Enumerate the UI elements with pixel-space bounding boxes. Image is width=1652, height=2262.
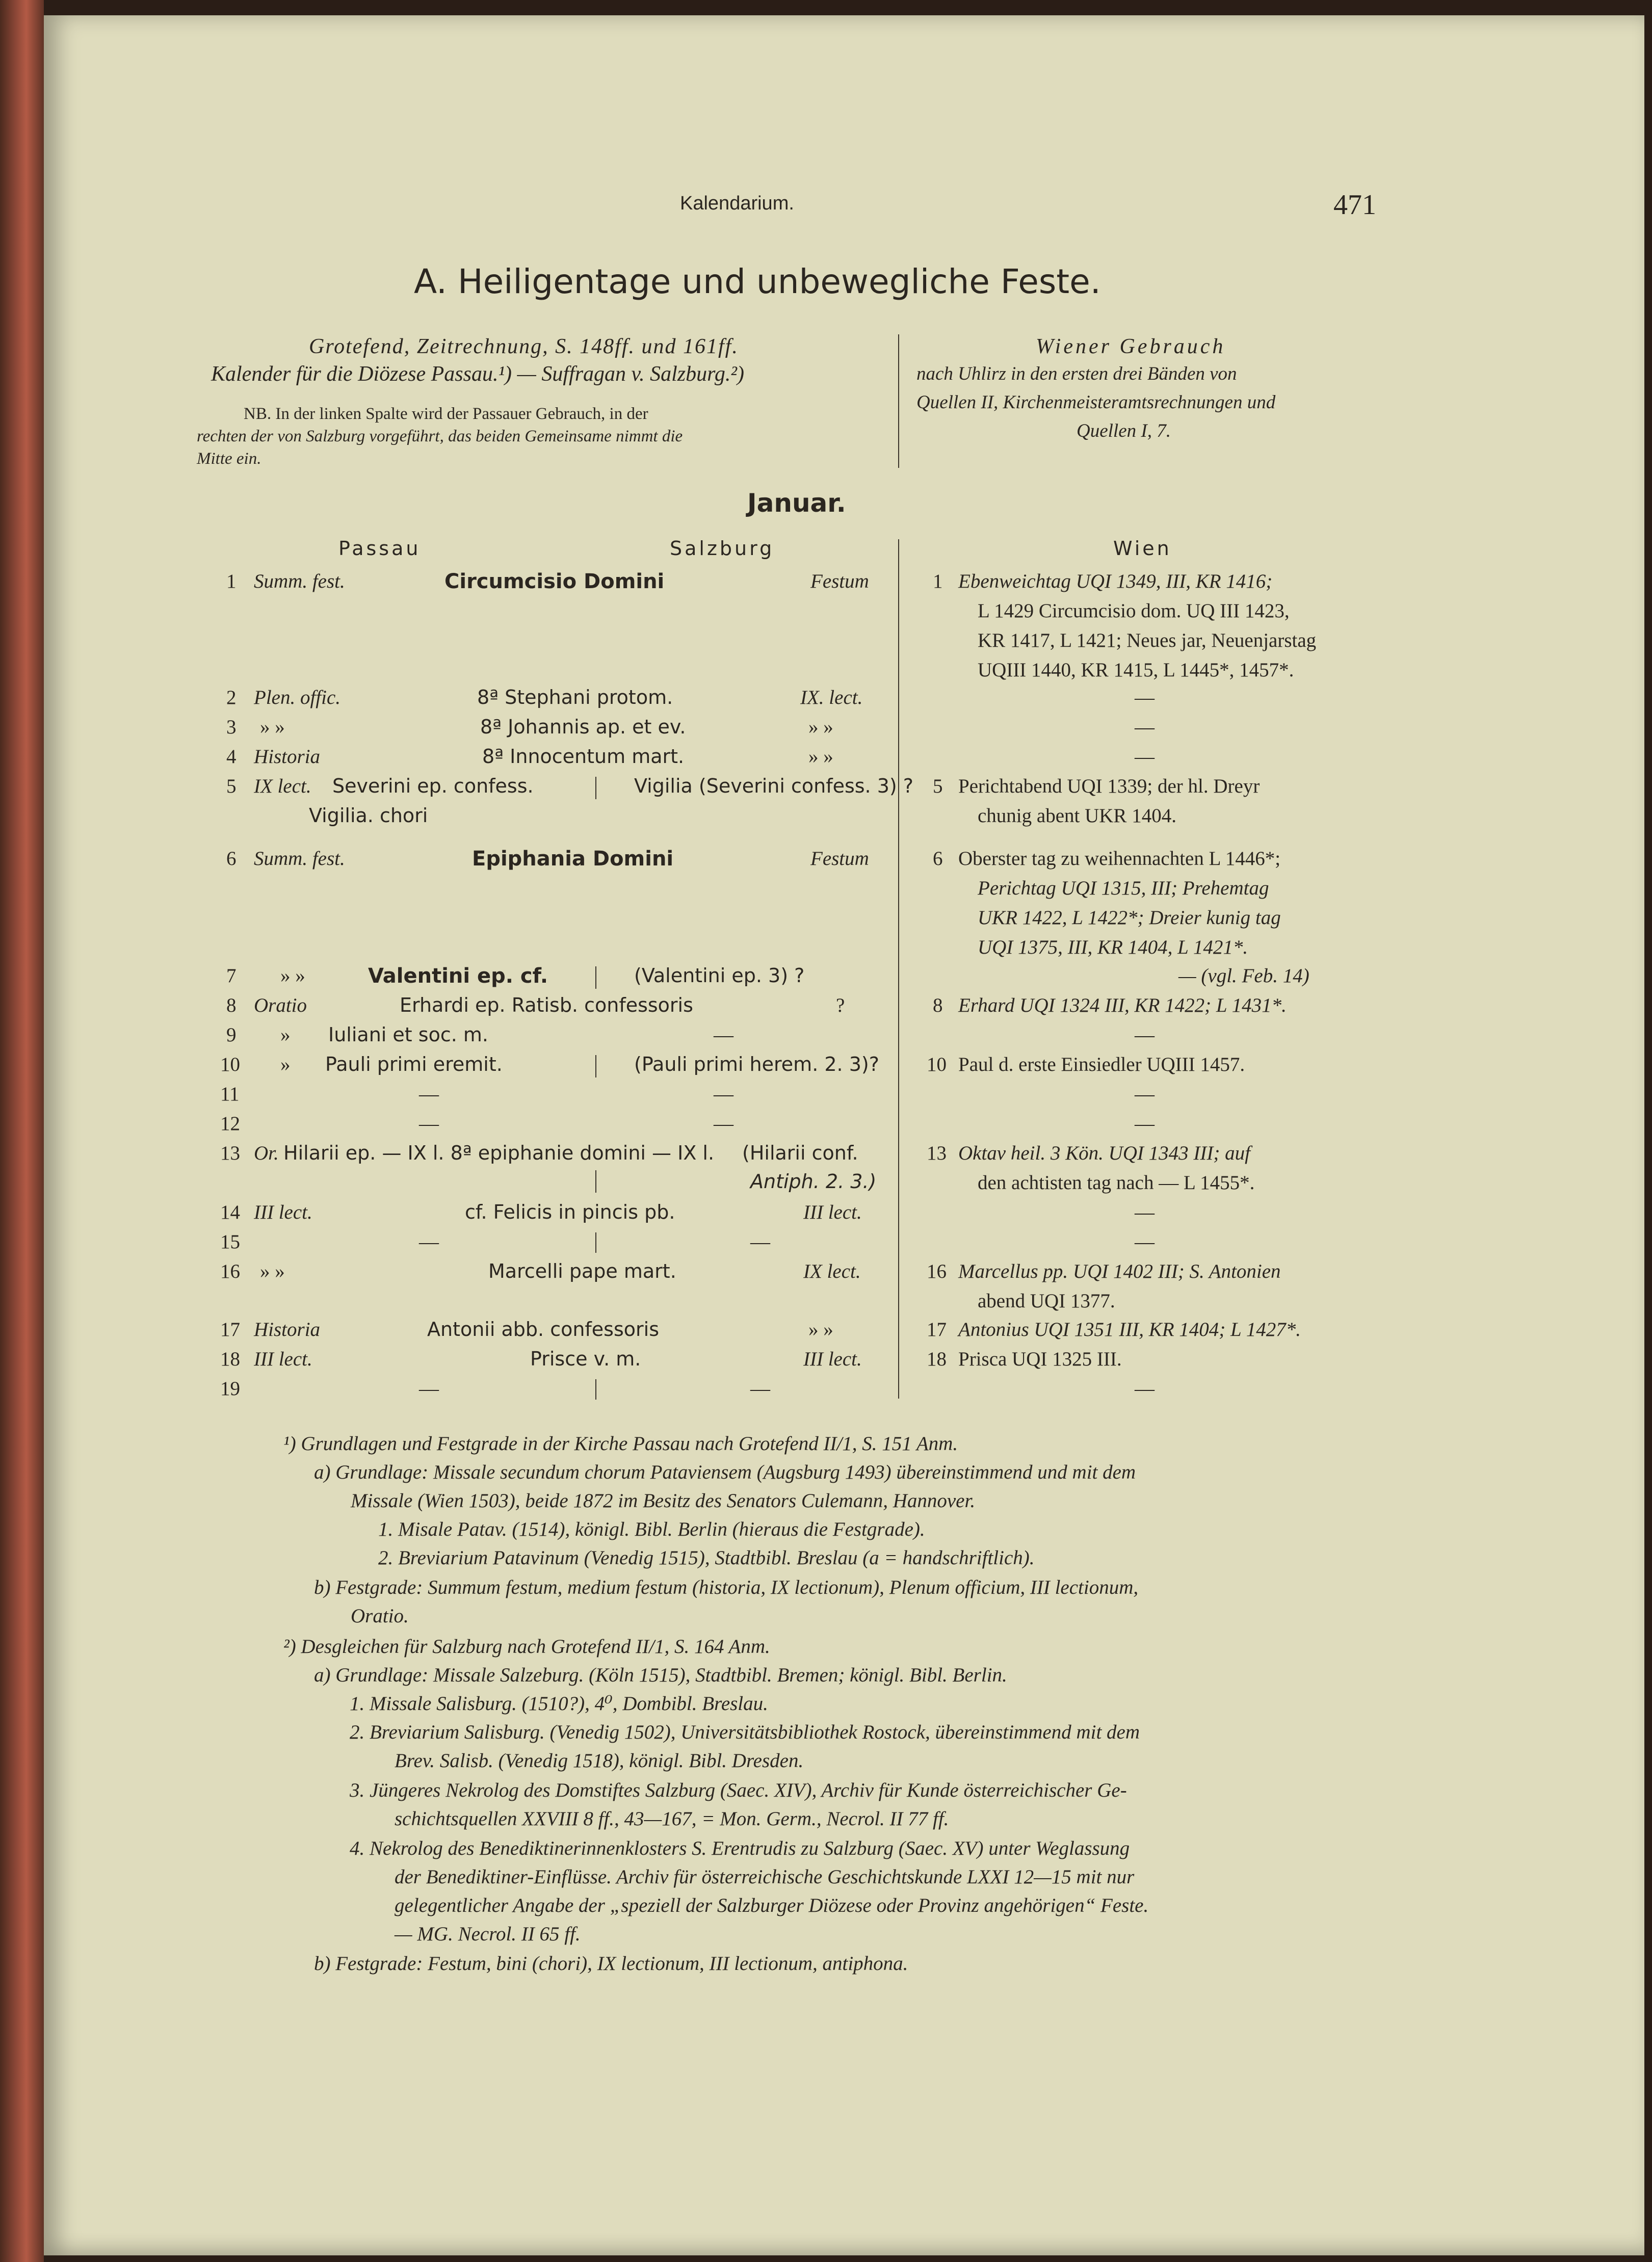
wien-day-number: 16 (927, 1260, 947, 1282)
wien-entry: — (vgl. Feb. 14) (1178, 965, 1309, 987)
wien-dash: — (1135, 746, 1155, 768)
wien-entry: Perichtag UQI 1315, III; Prehemtag (978, 877, 1269, 899)
row-divider (595, 966, 596, 989)
passau-grade: » (280, 1024, 291, 1046)
salzburg-grade: Festum (810, 848, 869, 870)
day-number: 9 (226, 1024, 237, 1046)
wien-entry: UQIII 1440, KR 1415, L 1445*, 1457*. (978, 659, 1294, 681)
wien-dash: — (1135, 687, 1155, 708)
passau-dash: — (419, 1231, 439, 1253)
salzburg-dash: — (750, 1231, 770, 1253)
intro-left-line2: Kalender für die Diözese Passau.¹) — Suffragan v. Salzburg.²) (211, 362, 744, 386)
salzburg-feast-cont: Antiph. 2. 3.) (750, 1170, 877, 1193)
book-page (44, 15, 1644, 2255)
salzburg-feast: Vigilia (Severini confess. 3) ? (634, 775, 913, 797)
footnote-2: ²) Desgleichen für Salzburg nach Grotefend II/1, S. 164 Anm. (283, 1636, 770, 1658)
passau-grade: Or. (254, 1142, 279, 1164)
wien-entry: Perichtabend UQI 1339; der hl. Dreyr (958, 775, 1260, 797)
feast-name: cf. Felicis in pincis pb. (465, 1201, 675, 1223)
wien-dash: — (1135, 1024, 1155, 1046)
wien-entry: Paul d. erste Einsiedler UQIII 1457. (958, 1054, 1245, 1075)
passau-grade: Historia (254, 1319, 321, 1340)
footnote-2-a-1: 1. Missale Salisburg. (1510?), 4⁰, Dombibl. Breslau. (350, 1693, 768, 1715)
passau-grade: Oratio (254, 994, 307, 1016)
wien-entry: Ebenweichtag UQI 1349, III, KR 1416; (958, 570, 1273, 592)
salzburg-grade: ? (836, 994, 845, 1016)
day-number: 13 (220, 1142, 240, 1164)
intro-right-line2: nach Uhlirz in den ersten drei Bänden von (916, 363, 1237, 384)
footnote-2-a-2: 2. Breviarium Salisburg. (Venedig 1502), Universitätsbibliothek Rostock, übereinstimmend mit dem (350, 1721, 1140, 1743)
row-divider (595, 1232, 596, 1253)
footnote-2-a-4-cont: — MG. Necrol. II 65 ff. (395, 1923, 581, 1945)
salzburg-grade: III lect. (803, 1348, 862, 1370)
wien-entry: KR 1417, L 1421; Neues jar, Neuenjarstag (978, 629, 1317, 651)
wien-dash: — (1135, 716, 1155, 738)
feast-name: Iuliani et soc. m. (328, 1023, 488, 1046)
salzburg-grade: » » (808, 716, 833, 738)
footnote-1-a: a) Grundlage: Missale secundum chorum Pataviensem (Augsburg 1493) übereinstimmend und mit dem (314, 1461, 1136, 1483)
feast-name: Marcelli pape mart. (488, 1260, 676, 1282)
day-number: 17 (220, 1319, 240, 1340)
feast-name: Circumcisio Domini (444, 570, 665, 593)
salzburg-dash: — (714, 1113, 733, 1135)
wien-day-number: 17 (927, 1319, 947, 1340)
intro-left-nb3: Mitte ein. (197, 450, 261, 468)
day-number: 12 (220, 1113, 240, 1135)
column-head-salzburg: Salzburg (670, 537, 775, 560)
wien-dash: — (1135, 1113, 1155, 1135)
feast-name: Valentini ep. cf. (368, 964, 548, 988)
wien-dash: — (1135, 1083, 1155, 1105)
feast-name: Pauli primi eremit. (325, 1053, 503, 1075)
day-number: 5 (226, 775, 237, 797)
feast-name: Hilarii ep. — IX l. 8ª epiphanie domini — IX l. (283, 1142, 715, 1164)
day-number: 18 (220, 1348, 240, 1370)
intro-right-line3: Quellen II, Kirchenmeisteramtsrechnungen und (916, 392, 1276, 413)
day-number: 1 (226, 570, 237, 592)
day-number: 6 (226, 848, 237, 870)
passau-feast: Vigilia. chori (309, 804, 428, 827)
day-number: 2 (226, 687, 237, 708)
day-number: 7 (226, 965, 237, 987)
passau-dash: — (419, 1113, 439, 1135)
day-number: 16 (220, 1260, 240, 1282)
salzburg-feast: — (714, 1024, 733, 1046)
wien-entry: Prisca UQI 1325 III. (958, 1348, 1122, 1370)
running-title: Kalendarium. (680, 193, 794, 214)
footnote-1-b: b) Festgrade: Summum festum, medium festum (historia, IX lectionum), Plenum officium, III lectionum, (314, 1576, 1139, 1598)
column-head-wien: Wien (1113, 537, 1172, 560)
passau-grade: Plen. offic. (254, 687, 341, 708)
page-number: 471 (1333, 189, 1376, 221)
wien-entry: Marcellus pp. UQI 1402 III; S. Antonien (958, 1260, 1281, 1282)
wien-entry: abend UQI 1377. (978, 1290, 1115, 1312)
page-title: A. Heiligentage und unbewegliche Feste. (414, 262, 1101, 301)
salzburg-grade: III lect. (803, 1201, 862, 1223)
footnote-2-a-3-cont: schichtsquellen XXVIII 8 ff., 43—167, = Mon. Germ., Necrol. II 77 ff. (395, 1808, 949, 1830)
wien-day-number: 8 (933, 994, 943, 1016)
salzburg-dash: — (714, 1083, 733, 1105)
passau-grade: Summ. fest. (254, 570, 345, 592)
feast-name: Severini ep. confess. (332, 775, 534, 797)
passau-grade: Historia (254, 746, 321, 768)
intro-right-line4: Quellen I, 7. (1077, 420, 1171, 441)
passau-dash: — (419, 1378, 439, 1400)
wien-day-number: 13 (927, 1142, 947, 1164)
passau-grade: Summ. fest. (254, 848, 345, 870)
day-number: 8 (226, 994, 237, 1016)
passau-grade: » » (260, 716, 285, 738)
feast-name: Antonii abb. confessoris (427, 1318, 659, 1340)
salzburg-grade: Festum (810, 570, 869, 592)
footnote-1-a-cont: Missale (Wien 1503), beide 1872 im Besitz des Senators Culemann, Hannover. (351, 1490, 976, 1512)
day-number: 4 (226, 746, 237, 768)
day-number: 11 (220, 1083, 240, 1105)
wien-entry: L 1429 Circumcisio dom. UQ III 1423, (978, 600, 1290, 622)
wien-dash: — (1135, 1378, 1155, 1400)
salzburg-dash: — (750, 1378, 770, 1400)
salzburg-feast: (Pauli primi herem. 2. 3)? (634, 1053, 879, 1075)
table-column-divider (898, 539, 899, 1399)
wien-entry: UQI 1375, III, KR 1404, L 1421*. (978, 936, 1248, 958)
intro-left-line1: Grotefend, Zeitrechnung, S. 148ff. und 161ff. (309, 335, 739, 358)
passau-grade: IX lect. (254, 775, 311, 797)
passau-grade: » » (280, 965, 305, 987)
wien-entry: Oberster tag zu weihennachten L 1446*; (958, 848, 1281, 870)
intro-left-nb2: rechten der von Salzburg vorgeführt, das beiden Gemeinsame nimmt die (197, 427, 683, 445)
wien-dash: — (1135, 1201, 1155, 1223)
wien-entry: den achtisten tag nach — L 1455*. (978, 1172, 1255, 1194)
feast-name: Erhardi ep. Ratisb. confessoris (400, 994, 693, 1016)
wien-day-number: 10 (927, 1054, 947, 1075)
feast-name: 8ª Stephani protom. (477, 686, 673, 708)
wien-entry: Oktav heil. 3 Kön. UQI 1343 III; auf (958, 1142, 1250, 1164)
footnote-2-a-4-cont: der Benediktiner-Einflüsse. Archiv für österreichische Geschichtskunde LXXI 12—15 mit nur (395, 1866, 1135, 1888)
wien-entry: Erhard UQI 1324 III, KR 1422; L 1431*. (958, 994, 1287, 1016)
wien-dash: — (1135, 1231, 1155, 1253)
feast-name: 8ª Innocentum mart. (482, 745, 685, 768)
day-number: 15 (220, 1231, 240, 1253)
row-divider (595, 1379, 596, 1400)
salzburg-grade: IX. lect. (800, 687, 863, 708)
wien-day-number: 18 (927, 1348, 947, 1370)
day-number: 14 (220, 1201, 240, 1223)
wien-entry: chunig abent UKR 1404. (978, 805, 1176, 827)
feast-name: Prisce v. m. (530, 1348, 641, 1370)
footnote-2-a-3: 3. Jüngeres Nekrolog des Domstiftes Salzburg (Saec. XIV), Archiv für Kunde österreichischer Ge- (350, 1779, 1127, 1801)
intro-left-nb1: NB. In der linken Spalte wird der Passauer Gebrauch, in der (244, 405, 648, 423)
wien-day-number: 1 (933, 570, 943, 592)
day-number: 3 (226, 716, 237, 738)
footnote-1-a-2: 2. Breviarium Patavinum (Venedig 1515), Stadtbibl. Breslau (a = handschriftlich). (378, 1547, 1035, 1569)
salzburg-feast: (Valentini ep. 3) ? (634, 964, 805, 987)
passau-grade: » » (260, 1260, 285, 1282)
row-divider (595, 1055, 596, 1077)
column-head-passau: Passau (338, 537, 421, 560)
footnote-2-a: a) Grundlage: Missale Salzeburg. (Köln 1515), Stadtbibl. Bremen; königl. Bibl. Berlin. (314, 1664, 1007, 1686)
footnote-2-b: b) Festgrade: Festum, bini (chori), IX lectionum, III lectionum, antiphona. (314, 1953, 908, 1975)
passau-grade: » (280, 1054, 291, 1075)
passau-grade: III lect. (254, 1348, 312, 1370)
salzburg-grade: IX lect. (803, 1260, 861, 1282)
wien-entry: Antonius UQI 1351 III, KR 1404; L 1427*. (958, 1319, 1301, 1340)
intro-column-divider (898, 334, 899, 468)
footnote-1: ¹) Grundlagen und Festgrade in der Kirche Passau nach Grotefend II/1, S. 151 Anm. (283, 1433, 958, 1455)
book-spine (0, 0, 44, 2262)
month-heading: Januar. (747, 488, 846, 518)
salzburg-grade: » » (808, 746, 833, 768)
row-divider (595, 1170, 596, 1193)
wien-day-number: 6 (933, 848, 943, 870)
passau-grade: III lect. (254, 1201, 312, 1223)
salzburg-grade: » » (808, 1319, 833, 1340)
day-number: 10 (220, 1054, 240, 1075)
footnote-2-a-2-cont: Brev. Salisb. (Venedig 1518), königl. Bibl. Dresden. (395, 1750, 804, 1772)
footnote-1-a-1: 1. Misale Patav. (1514), königl. Bibl. Berlin (hieraus die Festgrade). (378, 1518, 925, 1540)
day-number: 19 (220, 1378, 240, 1400)
salzburg-feast: (Hilarii conf. (742, 1142, 858, 1164)
row-divider (595, 777, 596, 799)
wien-entry: UKR 1422, L 1422*; Dreier kunig tag (978, 907, 1281, 929)
passau-dash: — (419, 1083, 439, 1105)
intro-right-line1: Wiener Gebrauch (1036, 335, 1226, 358)
feast-name: 8ª Johannis ap. et ev. (480, 716, 686, 738)
footnote-2-a-4-cont: gelegentlicher Angabe der „speziell der Salzburger Diözese oder Provinz angehörigen“ Feste. (395, 1895, 1149, 1916)
feast-name: Epiphania Domini (472, 847, 674, 871)
footnote-1-b-cont: Oratio. (351, 1605, 409, 1627)
footnote-2-a-4: 4. Nekrolog des Benediktinerinnenklosters S. Erentrudis zu Salzburg (Saec. XV) unter Weglassung (350, 1837, 1130, 1859)
wien-day-number: 5 (933, 775, 943, 797)
